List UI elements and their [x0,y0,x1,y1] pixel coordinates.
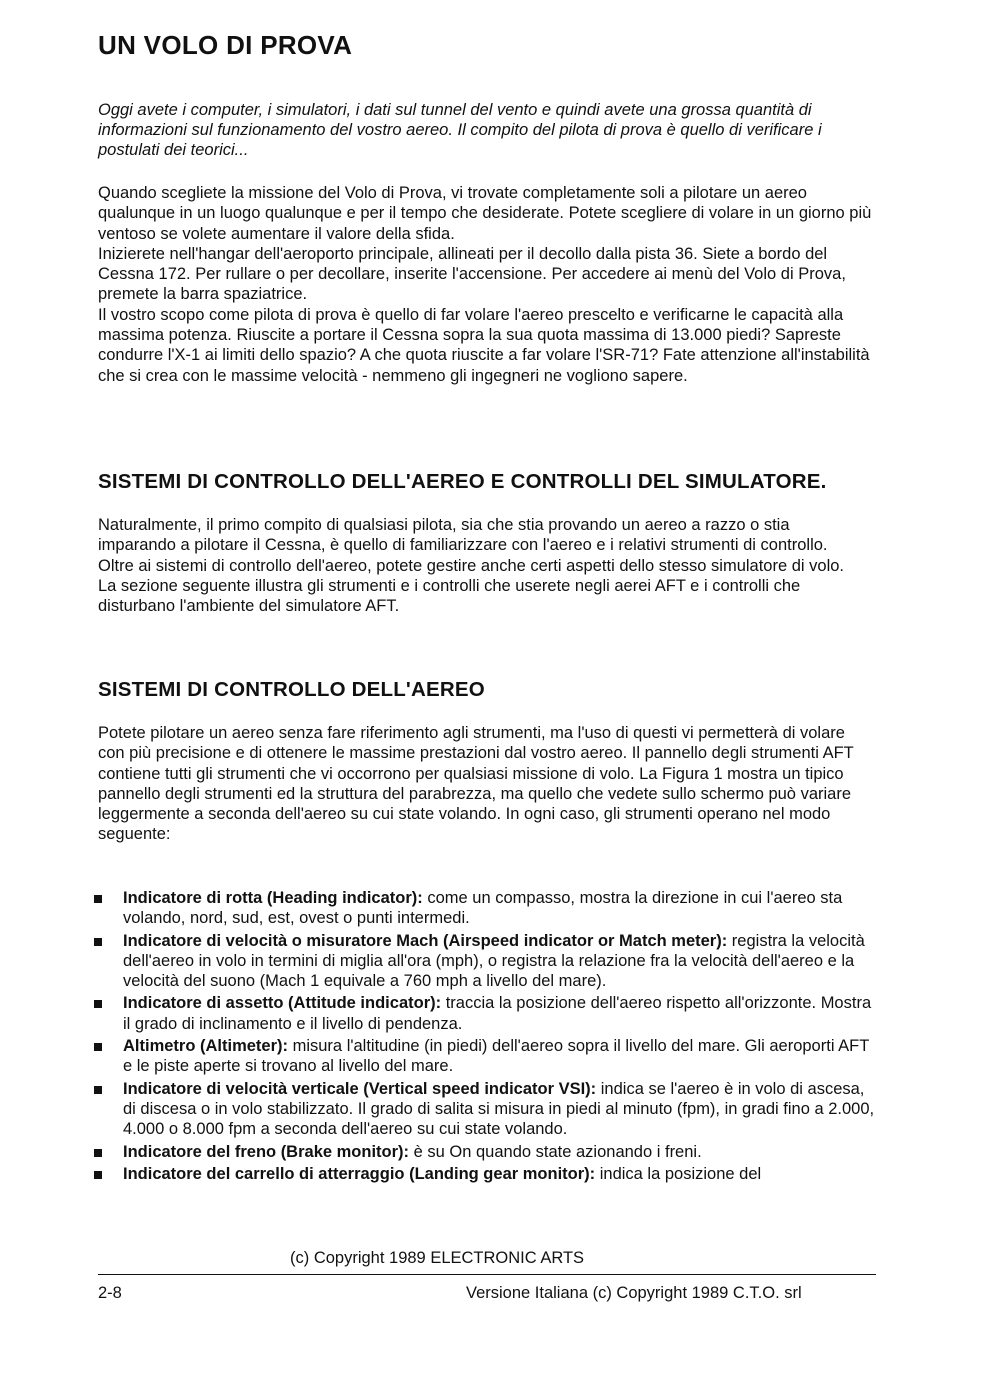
list-item [90,888,880,929]
list-item [90,1079,880,1140]
bullet-square-icon [94,1171,102,1179]
footer-copyright: (c) Copyright 1989 ELECTRONIC ARTS [290,1249,585,1267]
instrument-description: indica la posizione del [595,1164,762,1183]
instrument-description: come un compasso, mostra la direzione in cui l'aereo sta volando, nord, sud, est, ovest o punti intermedi. [123,889,843,928]
section-heading-aircraft-controls: SISTEMI DI CONTROLLO DELL'AEREO [98,678,485,701]
bullet-square-icon [94,1149,102,1157]
instrument-term: Indicatore di rotta (Heading indicator): [123,889,423,907]
aircraft-controls-text: Potete pilotare un aereo senza fare riferimento agli strumenti, ma l'uso di questi vi permetterà di volare con più precisione e di ottenere le massime prestazioni dal vostro aereo. Il pannello degli strumenti AFT contiene tutti gli strumenti che vi occorrono per qualsiasi missione di volo. La Figura 1 mostra un tipico pannello degli strumenti ed la struttura del parabrezza, ma quello che vedete sullo schermo può variare leggermente a seconda dell'aereo su cui state volando. In ogni caso, gli strumenti operano nel modo seguente: [98,724,854,844]
section-heading-controls-simulator: SISTEMI DI CONTROLLO DELL'AEREO E CONTROLLI DEL SIMULATORE. [98,470,827,493]
list-item [90,1036,880,1077]
list-item [90,1164,880,1184]
instrument-description: indica se l'aereo è in volo di ascesa, di discesa o in volo stabilizzato. Il grado di salita si misura in piedi al minuto (fpm), in gradi fino a 2.000, 4.000 o 8.000 fpm a seconda dell'aereo su cui state volando. [123,1079,875,1139]
page-number: 2-8 [98,1284,122,1302]
list-item [90,1142,880,1162]
instrument-description: è su On quando state azionando i freni. [409,1142,702,1161]
instrument-description: misura l'altitudine (in piedi) dell'aereo sopra il livello del mare. Gli aeroporti AFT e le piste aperte si trovano al livello del mare. [123,1037,870,1076]
mission-description [98,183,873,386]
list-item [90,993,880,1034]
instrument-term: Indicatore di velocità verticale (Vertical speed indicator VSI): [123,1079,597,1098]
instrument-list [90,888,880,1186]
bullet-square-icon [94,1043,102,1051]
instrument-term: Indicatore del freno (Brake monitor): [123,1142,410,1161]
instrument-description: traccia la posizione dell'aereo rispetto all'orizzonte. Mostra il grado di inclinamento e il livello di pendenza. [123,994,872,1033]
bullet-square-icon [94,938,102,946]
bullet-square-icon [94,895,102,903]
instrument-description: registra la velocità dell'aereo in volo in termini di miglia all'ora (mph), o registra la relazione fra la velocità dell'aereo e la velocità del suono (Mach 1 equivale a 760 mph a livello del mare). [123,931,865,991]
intro-paragraph: Oggi avete i computer, i simulatori, i dati sul tunnel del vento e quindi avete una grossa quantità di informazioni sul funzionamento del vostro aereo. Il compito del pilota di prova è quello di verificare i postulati dei teorici... [98,101,822,159]
footer-divider [98,1274,876,1275]
controls-simulator-paragraph [98,515,853,616]
controls-simulator-text: Naturalmente, il primo compito di qualsiasi pilota, sia che stia provando un aereo a razzo o stia imparando a pilotare il Cessna, è quello di familiarizzare con l'aereo e i relativi strumenti di controllo. Oltre ai sistemi di controllo dell'aereo, potete gestire anche certi aspetti dello stesso simulatore di volo. La sezione seguente illustra gli strumenti e i controlli che userete negli aerei AFT e i controlli che disturbano l'ambiente del simulatore AFT. [98,516,845,616]
instrument-term: Altimetro (Altimeter): [123,1037,289,1056]
bullet-square-icon [94,1000,102,1008]
mission-paragraph-1: Quando scegliete la missione del Volo di Prova, vi trovate completamente soli a pilotare un aereo qualunque in un luogo qualunque e per il tempo che desiderate. Potete scegliere di volare in un giorno più ventoso se volete aumentare il valore della sfida. [98,184,872,243]
mission-paragraph-2: Inizierete nell'hangar dell'aeroporto principale, allineati per il decollo dalla pista 36. Siete a bordo del Cessna 172. Per rullare o per decollare, inserite l'accensione. Per accedere ai menù del Volo di Prova, premete la barra spaziatrice. [98,244,846,304]
instrument-term: Indicatore di velocità o misuratore Mach (Airspeed indicator or Match meter): [123,931,728,950]
bullet-square-icon [94,1086,102,1094]
aircraft-controls-paragraph [98,723,873,845]
mission-paragraph-3: Il vostro scopo come pilota di prova è quello di far volare l'aereo prescelto e verificarne le capacità alla massima potenza. Riuscite a portare il Cessna sopra la sua quota massima di 13.000 piedi? Sapreste condurre l'X-1 ai limiti dello spazio? A che quota riuscite a far volare l'SR-71? Fate attenzione all'instabilità che si crea con le massime velocità - nemmeno gli ingegneri ne vogliono sapere. [98,305,870,385]
instrument-term: Indicatore del carrello di atterraggio (Landing gear monitor): [123,1164,596,1183]
instrument-term: Indicatore di assetto (Attitude indicator): [123,994,442,1013]
page-title: UN VOLO DI PROVA [98,30,353,60]
footer-version: Versione Italiana (c) Copyright 1989 C.T.O. srl [466,1284,802,1302]
list-item [90,931,880,992]
